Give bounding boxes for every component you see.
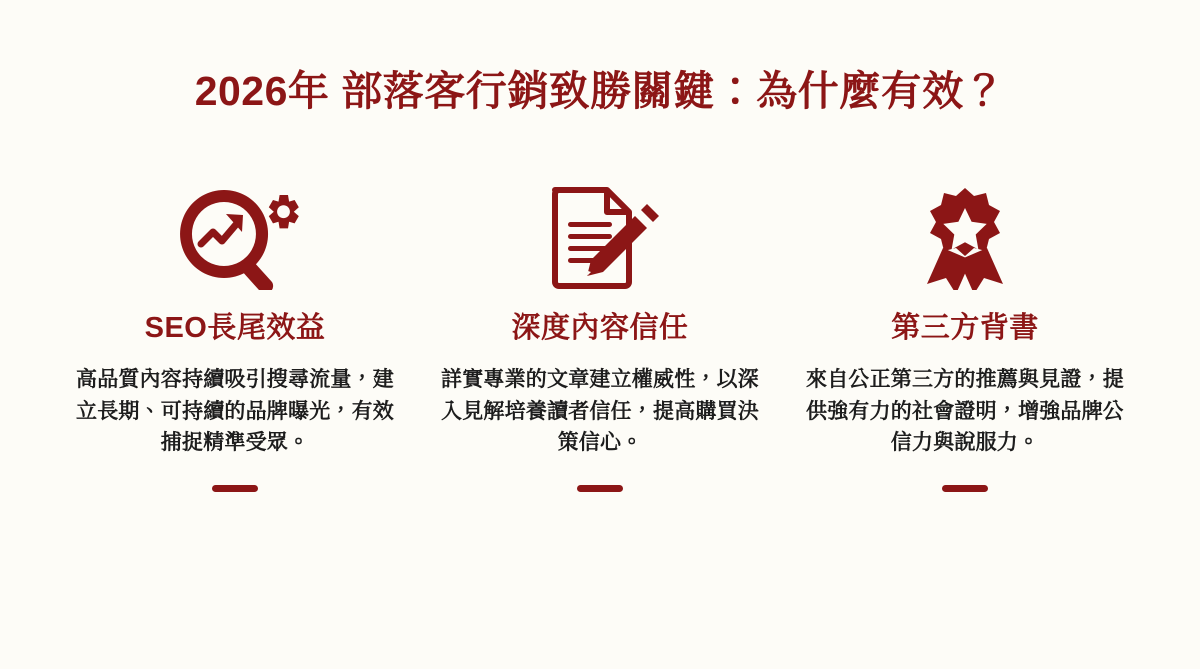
feature-title: 第三方背書	[891, 312, 1039, 345]
feature-body: 詳實專業的文章建立權威性，以深入見解培養讀者信任，提高購買決策信心。	[441, 368, 759, 455]
award-ribbon-star-icon	[910, 183, 1020, 293]
page-title: 2026年 部落客行銷致勝關鍵：為什麼有效？	[194, 68, 1006, 114]
feature-body: 高品質內容持續吸引搜尋流量，建立長期、可持續的品牌曝光，有效捕捉精準受眾。	[76, 368, 394, 455]
feature-column-third-party	[800, 183, 1130, 492]
divider-rule	[212, 485, 258, 492]
divider-rule	[577, 485, 623, 492]
feature-title: SEO長尾效益	[144, 312, 326, 345]
feature-columns	[70, 183, 1130, 492]
feature-column-content-trust	[435, 183, 765, 492]
magnifier-chart-gear-icon	[169, 183, 301, 293]
feature-title: 深度內容信任	[511, 312, 689, 345]
feature-column-seo	[70, 183, 400, 492]
divider-rule	[942, 485, 988, 492]
document-pencil-icon	[541, 183, 659, 293]
feature-body: 來自公正第三方的推薦與見證，提供強有力的社會證明，增強品牌公信力與說服力。	[806, 368, 1124, 455]
